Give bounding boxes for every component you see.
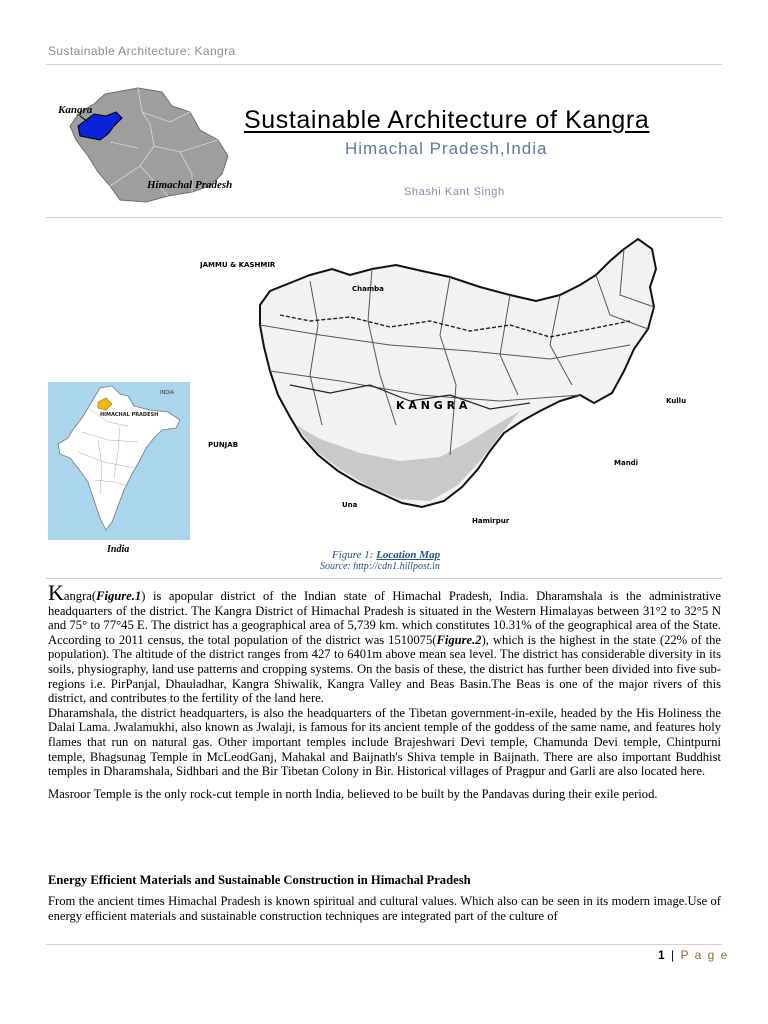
paragraph-3: Masroor Temple is the only rock-cut temple in north India, believed to be built by the Pandavas during their exile period.: [48, 786, 658, 801]
india-label: India: [107, 544, 130, 555]
figure-caption-title: Location Map: [376, 549, 441, 561]
title-divider: [46, 217, 722, 218]
paragraph-4: From the ancient times Himachal Pradesh is known spiritual and cultural values. Which also can be seen in its modern image.Use of energy efficient materials and sustainable construction techniques are integrated part of the culture of: [48, 894, 721, 923]
page-footer: [658, 948, 729, 962]
dropcap: K: [48, 580, 64, 605]
running-header: Sustainable Architecture: Kangra: [48, 44, 236, 58]
document-title: Sustainable Architecture of Kangra: [244, 106, 650, 134]
section-heading: Energy Efficient Materials and Sustainable Construction in Himachal Pradesh: [48, 873, 471, 887]
india-map: [48, 382, 190, 540]
document-author: Shashi Kant Singh: [404, 186, 505, 198]
kangra-district-map: [200, 225, 700, 545]
himachal-state-map: [50, 82, 250, 217]
label-kangra: K A N G R A: [396, 399, 468, 412]
paragraph-2: Dharamshala, the district headquarters, is also the headquarters of the Tibetan government-in-exile, headed by the His Holiness the Dalai Lama. Jwalamukhi, also known as Jwalaji, is famous for its ancient temple of the goddess of the same name, and features holy flames that run on natural gas. Other important temples include Brajeshwari Devi temple, Chamunda Devi temple, Chintpurni temple, Bhagsunag Temple in McLeodGanj, Mahakal and Baijnath's Shiva temple in Baijnath. There are also important Buddhist temples in Dharamshala, Sidhbari and the Bir Tibetan Colony in Bir. Historical villages of Pragpur and Garli are also located here.: [48, 705, 721, 779]
label-north: JAMMU & KASHMIR: [200, 261, 276, 269]
label-una: Una: [342, 501, 358, 509]
figure-ref-2: Figure.2: [436, 632, 482, 647]
inset-label-india: INDIA: [160, 390, 174, 396]
body-text: [48, 580, 721, 801]
footer-divider: [46, 944, 722, 945]
figure-ref-1: Figure.1: [96, 589, 142, 603]
kangra-label: Kangra: [58, 104, 93, 116]
footer-separator: |: [671, 948, 676, 962]
header-divider: [46, 64, 722, 65]
figure-caption: [332, 549, 440, 561]
paragraph-1: Kangra(Figure.1) is apopular district of the Indian state of Himachal Pradesh, India. Dharamshala is the administrative headquarters of the district. The Kangra District of Himachal Pradesh is situated in the Western Himalayas between 31°2 to 32°5 N and 75° to 77°45 E. The district has a geographical area of 5,739 km. which constitutes 10.31% of the geographical area of the State. According to 2011 census, the total population of the district was 1510075(Figure.2), which is the highest in the state (22% of the population). The altitude of the district ranges from 427 to 6401m above mean sea level. The district has considerable diversity in its soils, physiography, land use patterns and cropping systems. On the basis of these, the district has further been divided into five sub-regions i.e. PirPanjal, Dhauladhar, Kangra Shiwalik, Kangra Valley and Beas Basin.The Beas is one of the major rivers of this district, and contributes to the fertility of the land here.: [48, 580, 721, 706]
himachal-label: Himachal Pradesh: [147, 179, 233, 191]
page-word: P a g e: [680, 948, 729, 962]
inset-label-himachal: HIMACHAL PRADESH: [100, 412, 159, 418]
label-punjab: PUNJAB: [208, 441, 239, 449]
label-hamirpur: Hamirpur: [472, 517, 510, 525]
label-kullu: Kullu: [666, 397, 687, 405]
figure-caption-prefix: Figure 1:: [332, 549, 377, 561]
label-chamba: Chamba: [352, 285, 384, 293]
page-number: 1: [658, 948, 667, 962]
figure-source: Source: http://cdn1.hillpost.in: [320, 561, 440, 572]
document-subtitle: Himachal Pradesh,India: [345, 139, 548, 158]
label-mandi: Mandi: [614, 459, 639, 467]
figure-divider: [46, 578, 722, 579]
